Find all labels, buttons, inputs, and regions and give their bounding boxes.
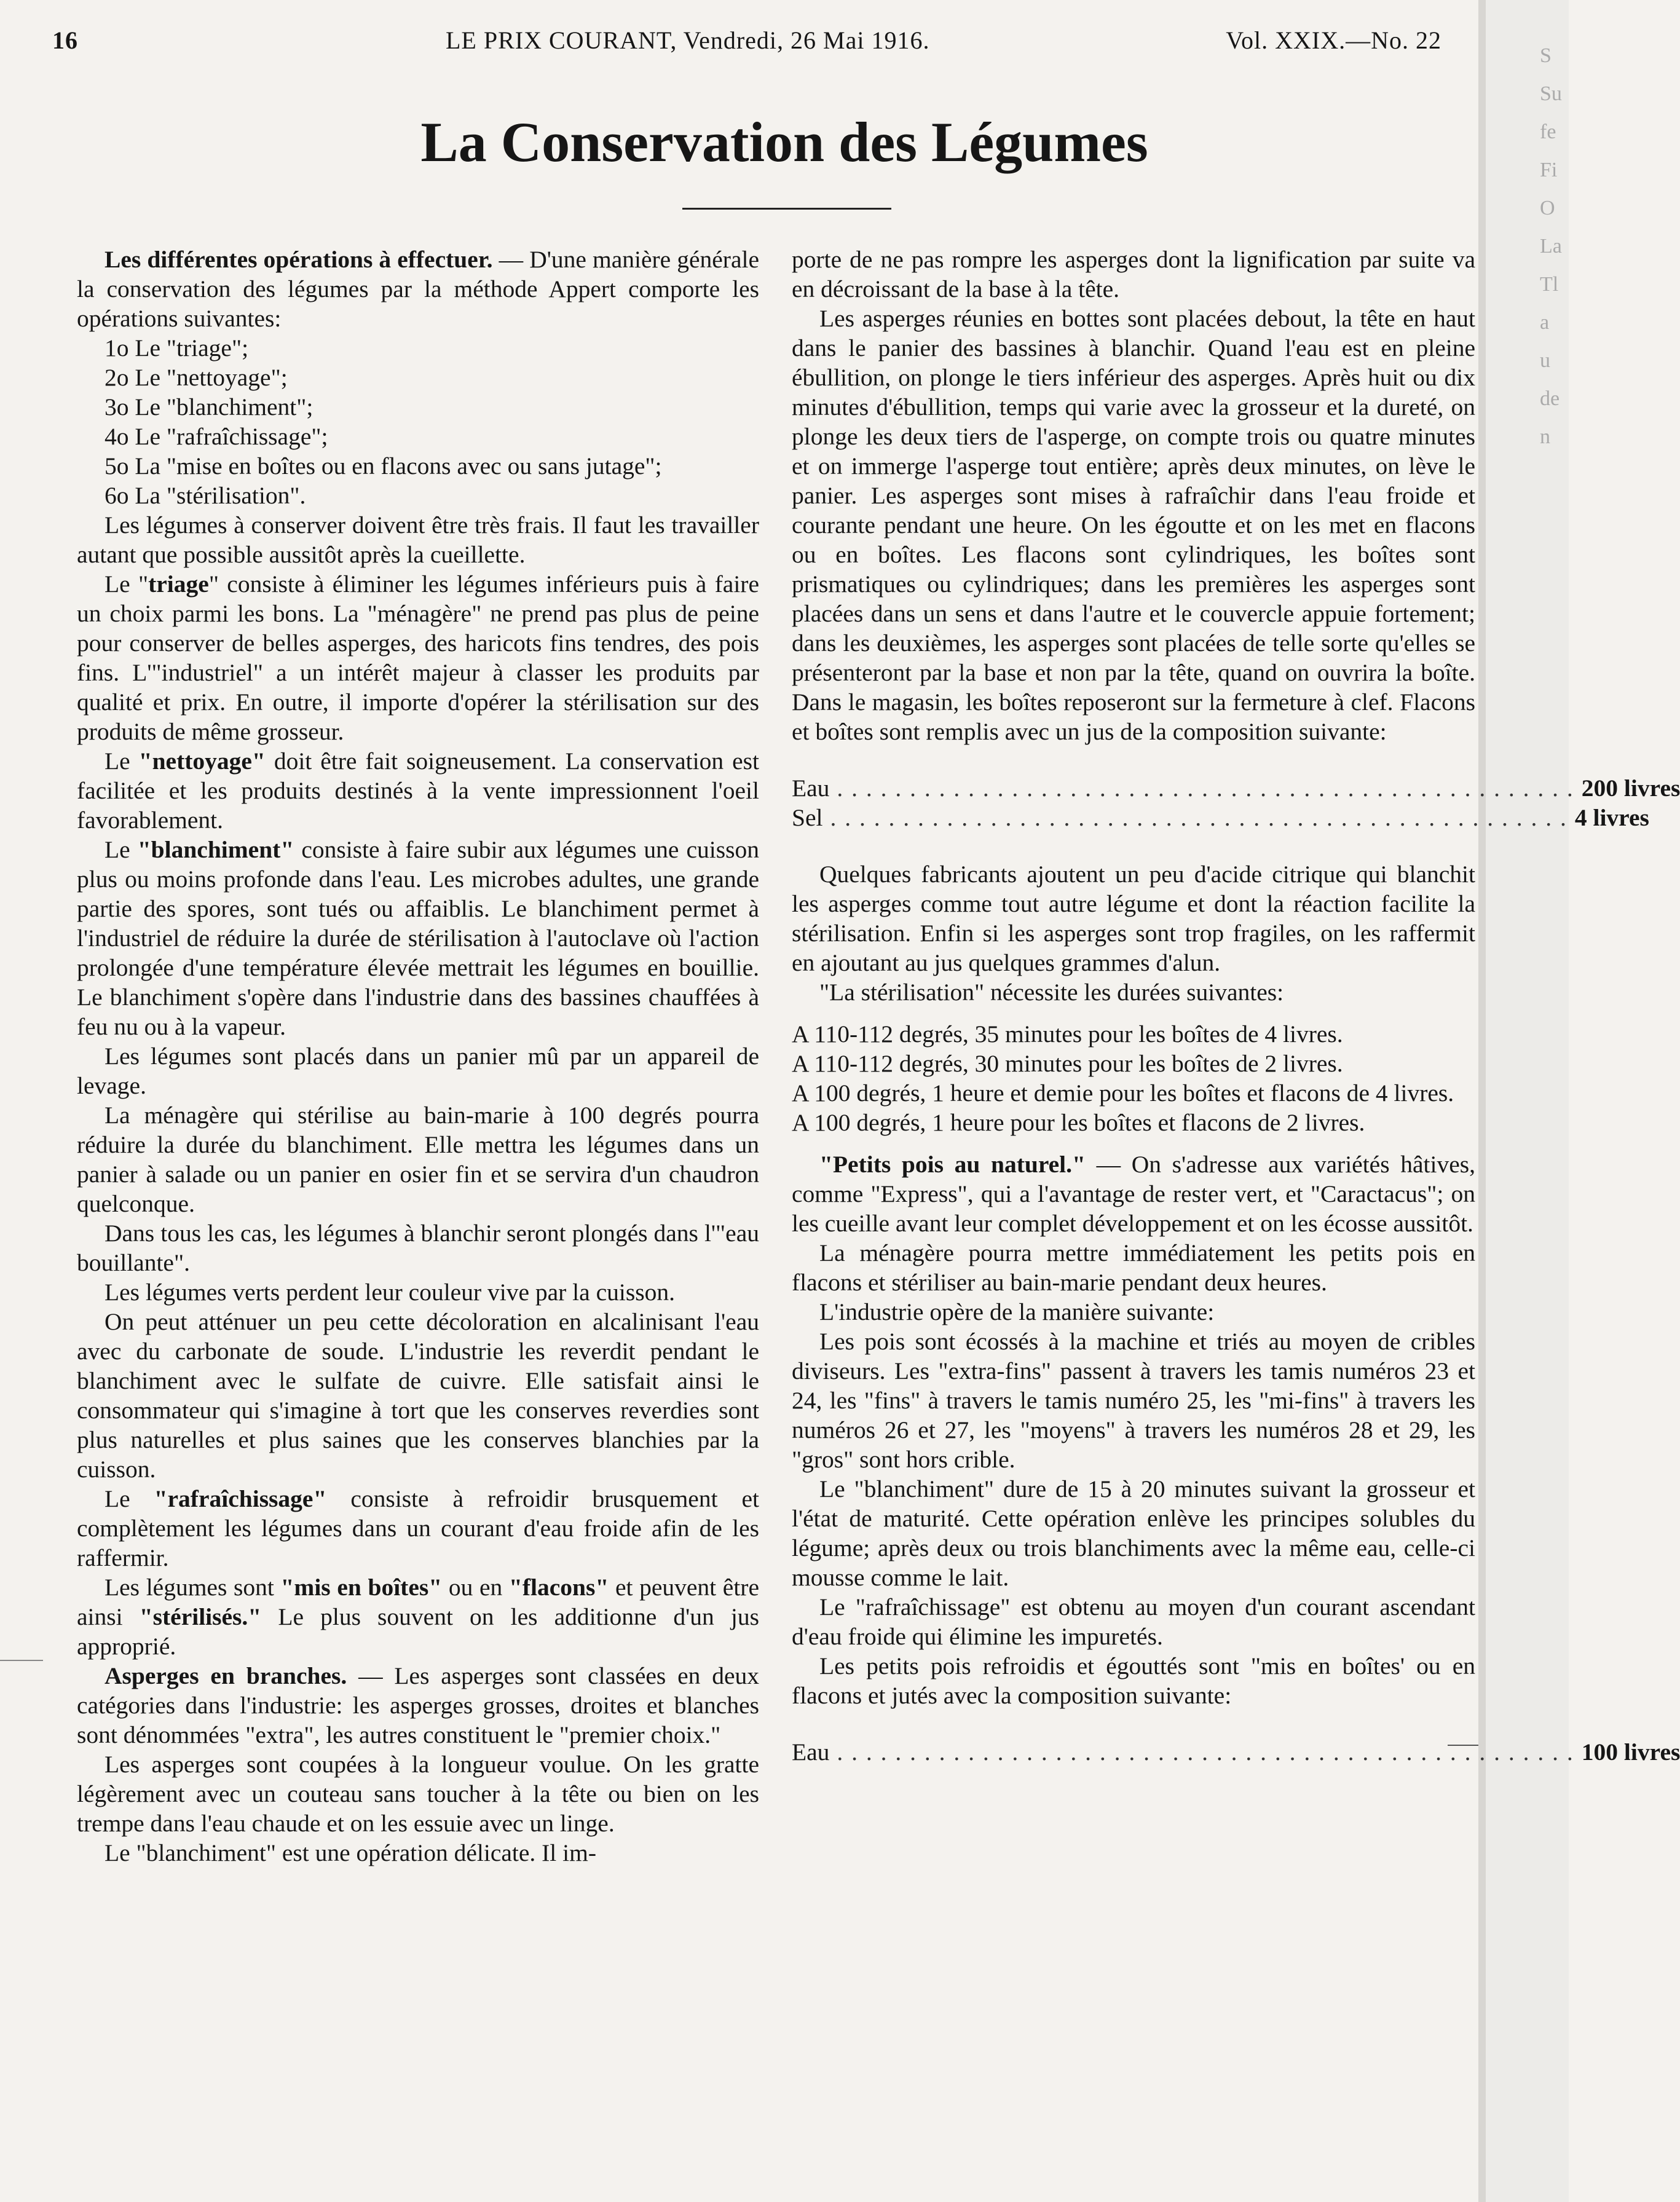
edge-glyph: Su xyxy=(1540,82,1562,105)
ingredient-amount: 200 livres xyxy=(1581,775,1680,802)
list-item: 3o Le "blanchiment"; xyxy=(105,393,314,420)
paragraph: Les légumes sont placés dans un panier mû par un appareil de levage. xyxy=(77,1043,759,1099)
paragraph: Les asperges réunies en bottes sont placées debout, la tête en haut dans le panier des bassines à blanchir. Quand l'eau est en pleine ébullition, on plonge le tiers inférieur des asperges. Après huit ou dix minutes d'ébullition, temps qui varie avec la grosseur et la dureté, on plonge les deux tiers de l'asperge, on compte trois ou quatre minutes et on immerge l'asperge tout entière; après deux minutes, on lève le panier. Les asperges sont mises à rafraîchir dans l'eau froide et courante pendant une heure. On les égoutte et on les met en flacons ou en boîtes. Les flacons sont cylindriques, les boîtes sont prismatiques ou cylindriques; dans les premières les asperges sont placées dans un sens et dans l'autre et le couvercle appuie fortement; dans les deuxièmes, les asperges sont placées de telle sorte qu'elles se présenteront par la base et non par la tête, quand on ouvrira la boîte. Dans le magasin, les boîtes reposeront sur la fermeture à clef. Flacons et boîtes sont remplis avec un jus de la composition suivante: xyxy=(792,305,1475,745)
paragraph: Les différentes opérations à effectuer. — D'une manière générale la conservation des légumes par la méthode Appert comporte les opérations suivantes: xyxy=(77,246,759,332)
list-item: 2o Le "nettoyage"; xyxy=(105,364,288,391)
edge-glyph: S xyxy=(1540,44,1552,67)
list-item: 1o Le "triage"; xyxy=(105,334,249,361)
paragraph: Asperges en branches. — Les asperges sont classées en deux catégories dans l'industrie: les asperges grosses, droites et blanches sont dénommées "extra", les autres constituent le "premier choix." xyxy=(77,1662,759,1748)
paragraph: Le "blanchiment" est une opération délicate. Il im- xyxy=(105,1839,597,1866)
edge-glyph: n xyxy=(1540,425,1550,448)
paragraph: Dans tous les cas, les légumes à blanchir seront plongés dans l'"eau bouillante". xyxy=(77,1220,759,1276)
paragraph: Le "blanchiment" dure de 15 à 20 minutes suivant la grosseur et l'état de maturité. Cette opération enlève les principes solubles du légume; après deux ou trois blanchiments avec la même eau, celle-ci mousse comme le lait. xyxy=(792,1475,1475,1591)
page-spine xyxy=(1478,0,1486,2202)
paragraph: Le "rafraîchissage" est obtenu au moyen d'un courant ascendant d'eau froide qui élimine les impuretés. xyxy=(792,1593,1475,1650)
running-header xyxy=(52,26,1441,63)
paragraph: La ménagère qui stérilise au bain-marie à 100 degrés pourra réduire la durée du blanchiment. Elle mettra les légumes dans un panier à salade ou un panier en osier fin et se servira d'un chaudron quelconque. xyxy=(77,1102,759,1217)
left-column xyxy=(77,245,759,1868)
edge-glyph: a xyxy=(1540,311,1550,334)
ingredient-amount: 4 livres xyxy=(1574,804,1649,831)
paragraph: Le "blanchiment" consiste à faire subir aux légumes une cuisson plus ou moins profonde dans l'eau. Les microbes adultes, une grande partie des spores, sont tués ou affaiblis. Le blanchiment permet à l'industriel de réduire la durée de stérilisation à l'autoclave où l'action prolongée d'une température élevée mettrait les légumes en bouillie. Le blanchiment s'opère dans l'industrie dans des bassines chauffées à feu nu ou à la vapeur. xyxy=(77,836,759,1040)
paragraph: Quelques fabricants ajoutent un peu d'acide citrique qui blanchit les asperges comme tout autre légume et dont la réaction facilite la stérilisation. Enfin si les asperges sont trop fragiles, on les raffermit en ajoutant au jus quelques grammes d'alun. xyxy=(792,861,1475,976)
article-title: La Conservation des Légumes xyxy=(420,111,1148,173)
paragraph: Les asperges sont coupées à la longueur voulue. On les gratte légèrement avec un couteau sans toucher à la tête ou bien on les trempe dans l'eau chaude et on les essuie avec un linge. xyxy=(77,1751,759,1837)
list-item: 5o La "mise en boîtes ou en flacons avec ou sans jutage"; xyxy=(105,452,662,479)
ingredient-amount: 100 livres xyxy=(1581,1738,1680,1766)
ingredient-name: Sel xyxy=(792,804,823,831)
edge-glyph: Fi xyxy=(1540,159,1558,181)
margin-mark xyxy=(0,1660,43,1661)
paragraph: On peut atténuer un peu cette décoloration en alcalinisant l'eau avec du carbonate de soude. L'industrie les reverdit pendant le blanchiment avec le sulfate de cuivre. Elle satisfait ainsi le consommateur qui s'imagine à tort que les conserves reverdies sont plus naturelles et plus saines que les conserves blanchies par la cuisson. xyxy=(77,1308,759,1483)
paragraph: porte de ne pas rompre les asperges dont la lignification par suite va en décroissant de la base à la tête. xyxy=(792,246,1475,302)
edge-glyph: La xyxy=(1540,235,1562,258)
title-rule xyxy=(682,208,891,210)
edge-glyph: fe xyxy=(1540,120,1556,143)
recipe-row: Eau . . . . . . . . . . . . . . . . . . . . . . . . . . . . . . . . . . . . . . . . . . . . . . . . . . . 200 livres xyxy=(792,775,1680,802)
paragraph: Le "nettoyage" doit être fait soigneusement. La conservation est facilitée et les produits destinés à la vente impressionnent l'oeil favorablement. xyxy=(77,748,759,834)
paragraph: Les légumes verts perdent leur couleur vive par la cuisson. xyxy=(105,1279,675,1306)
paragraph: Les légumes à conserver doivent être très frais. Il faut les travailler autant que possible aussitôt après la cueillette. xyxy=(77,511,759,568)
publication-line: LE PRIX COURANT, Vendredi, 26 Mai 1916. xyxy=(446,26,930,54)
paragraph: La ménagère pourra mettre immédiatement les petits pois en flacons et stériliser au bain-marie pendant deux heures. xyxy=(792,1239,1475,1296)
edge-glyph: Tl xyxy=(1540,273,1559,296)
paragraph: Le "triage" consiste à éliminer les légumes inférieurs puis à faire un choix parmi les bons. La "ménagère" ne prend pas plus de peine pour conserver de belles asperges, des haricots fins tendres, des pois fins. L'"industriel" a un intérêt majeur à classer les produits par qualité et prix. En outre, il importe d'opérer la stérilisation sur des produits de même grosseur. xyxy=(77,570,759,745)
adjacent-page-fragments xyxy=(1540,37,1568,456)
section-heading: Les différentes opérations à effectuer. xyxy=(105,246,493,273)
edge-glyph: de xyxy=(1540,387,1560,410)
section-heading: Asperges en branches. xyxy=(105,1662,347,1689)
sterilisation-line: A 100 degrés, 1 heure pour les boîtes et flacons de 2 livres. xyxy=(792,1109,1365,1136)
section-heading: "Petits pois au naturel." xyxy=(819,1151,1086,1178)
paragraph: Les petits pois refroidis et égouttés sont "mis en boîtes' ou en flacons et jutés avec la composition suivante: xyxy=(792,1652,1475,1709)
edge-glyph: u xyxy=(1540,349,1550,372)
list-item: 4o Le "rafraîchissage"; xyxy=(105,423,328,450)
list-item: 6o La "stérilisation". xyxy=(105,482,306,509)
page-number: 16 xyxy=(52,26,78,54)
paragraph: Le "rafraîchissage" consiste à refroidir brusquement et complètement les légumes dans un courant d'eau froide afin de les raffermir. xyxy=(77,1485,759,1571)
ingredient-name: Eau xyxy=(792,775,830,802)
volume-number: Vol. XXIX.—No. 22 xyxy=(1226,26,1441,54)
right-column xyxy=(792,245,1680,1767)
paragraph: "Petits pois au naturel." — On s'adresse aux variétés hâtives, comme "Express", qui a l'avantage de rester vert, et "Caractacus"; on les cueille avant leur complet développement et on les écosse aussitôt. xyxy=(792,1151,1475,1237)
sterilisation-line: A 110-112 degrés, 30 minutes pour les boîtes de 2 livres. xyxy=(792,1050,1343,1077)
paragraph: Les légumes sont "mis en boîtes" ou en "flacons" et peuvent être ainsi "stérilisés." Le plus souvent on les additionne d'un jus approprié. xyxy=(77,1574,759,1660)
sterilisation-line: A 110-112 degrés, 35 minutes pour les boîtes de 4 livres. xyxy=(792,1020,1343,1048)
sterilisation-line: A 100 degrés, 1 heure et demie pour les boîtes et flacons de 4 livres. xyxy=(792,1079,1454,1107)
paragraph: "La stérilisation" nécessite les durées suivantes: xyxy=(819,979,1284,1006)
ingredient-name: Eau xyxy=(792,1738,830,1766)
recipe-row: Sel . . . . . . . . . . . . . . . . . . . . . . . . . . . . . . . . . . . . . . . . . . . . . . . . . . . 4 livres xyxy=(792,804,1649,831)
paragraph: Les pois sont écossés à la machine et triés au moyen de cribles diviseurs. Les "extra-fins" passent à travers les tamis numéros 23 et 24, les "fins" à travers le tamis numéro 25, les "mi-fins" à travers les numéros 26 et 27, les "moyens" à travers les numéros 28 et 29, les "gros" sont hors crible. xyxy=(792,1328,1475,1473)
paragraph: L'industrie opère de la manière suivante: xyxy=(819,1298,1215,1325)
edge-glyph: O xyxy=(1540,197,1555,219)
recipe-row: Eau . . . . . . . . . . . . . . . . . . . . . . . . . . . . . . . . . . . . . . . . . . . . . . . . . . . 100 livres xyxy=(792,1738,1680,1766)
